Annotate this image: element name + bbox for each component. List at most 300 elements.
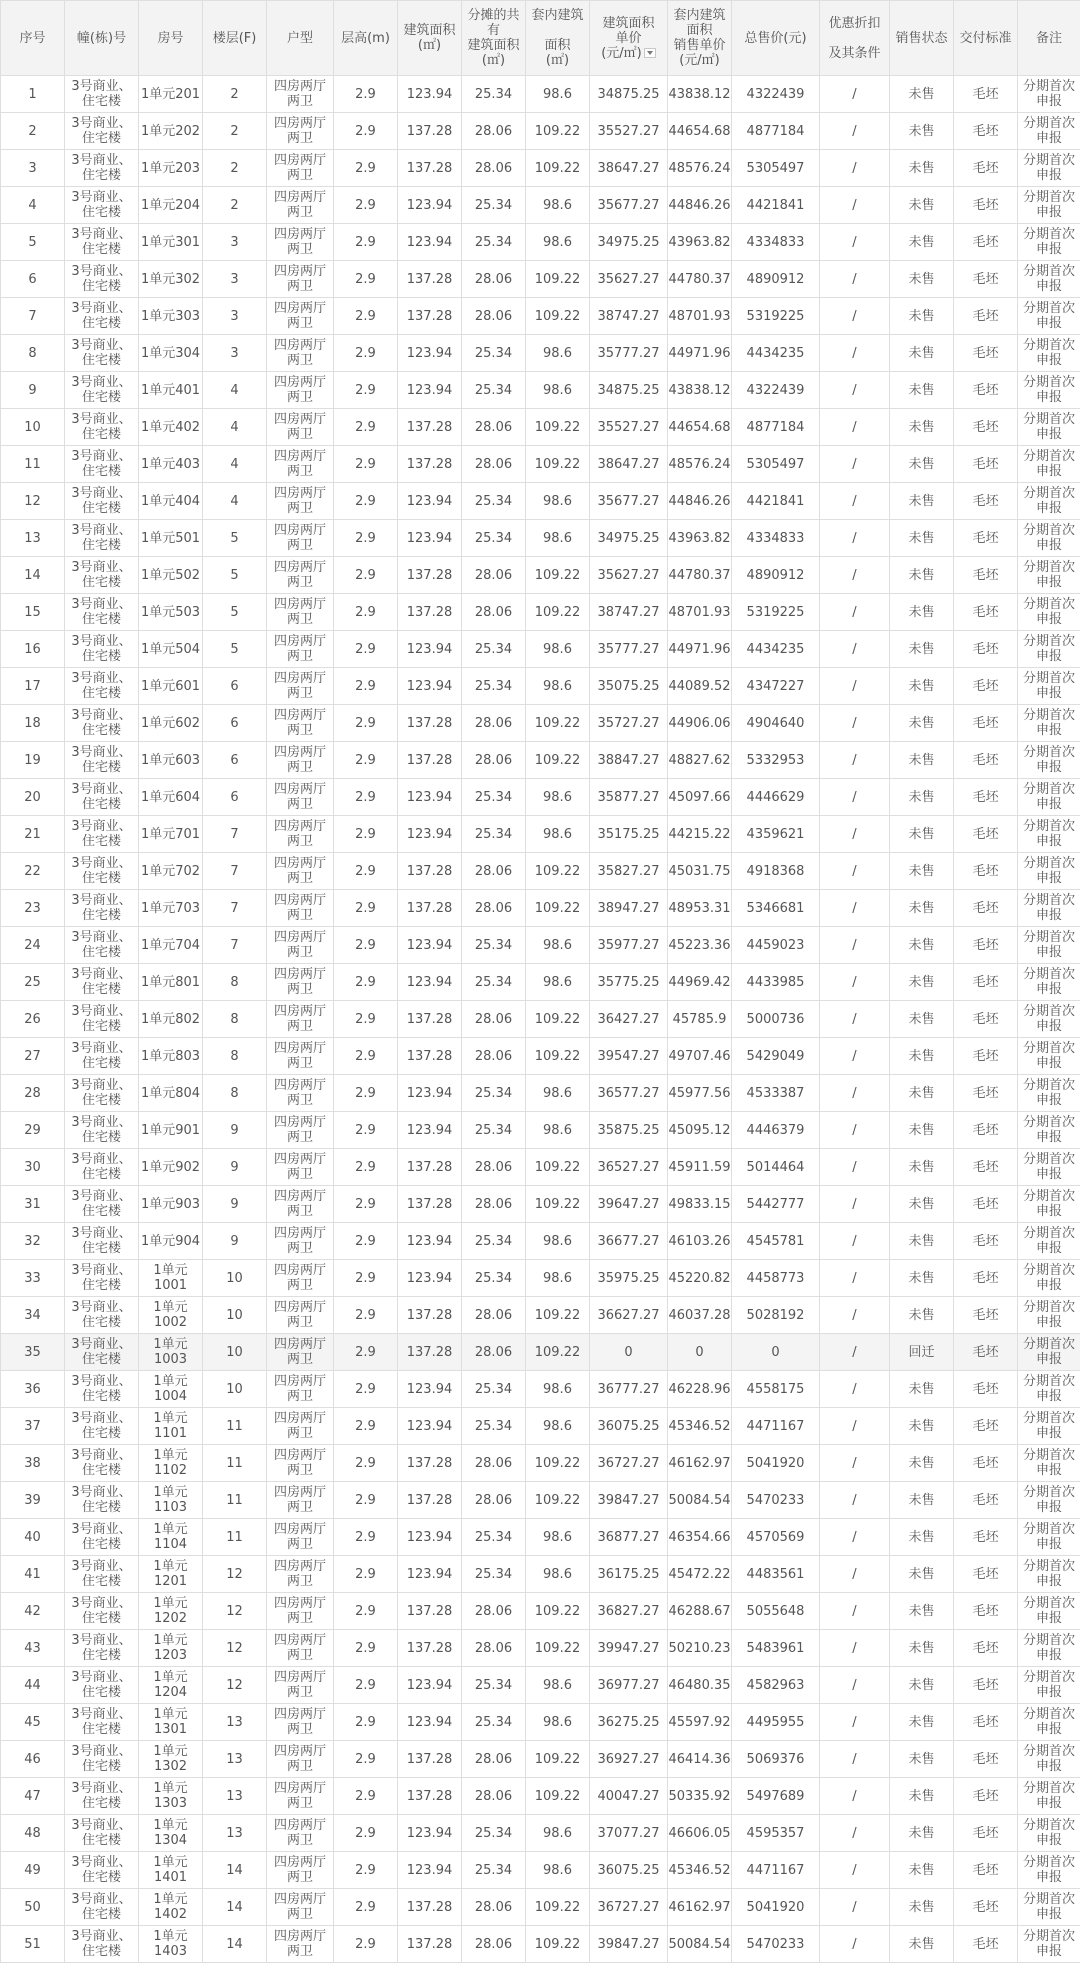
table-cell: 分期首次 申报 — [1018, 594, 1080, 631]
table-row[interactable] — [1, 1926, 1080, 1963]
table-cell: 4359621 — [732, 816, 820, 853]
table-row[interactable] — [1, 520, 1080, 557]
table-cell: 109.22 — [526, 1001, 590, 1038]
table-cell: 分期首次 申报 — [1018, 409, 1080, 446]
table-cell: 4582963 — [732, 1667, 820, 1704]
table-cell: / — [820, 76, 890, 113]
column-header[interactable] — [334, 1, 398, 76]
table-cell: / — [820, 1926, 890, 1963]
table-cell: 1单元604 — [139, 779, 203, 816]
table-cell: 3号商业、 住宅楼 — [65, 483, 139, 520]
table-cell: 2.9 — [334, 1926, 398, 1963]
table-cell: 1单元 1104 — [139, 1519, 203, 1556]
table-cell: 2.9 — [334, 1408, 398, 1445]
table-row[interactable] — [1, 261, 1080, 298]
table-cell: 未售 — [890, 520, 954, 557]
table-cell: 0 — [732, 1334, 820, 1371]
table-cell: 137.28 — [398, 409, 462, 446]
table-row[interactable] — [1, 1038, 1080, 1075]
table-row[interactable] — [1, 150, 1080, 187]
table-cell: / — [820, 187, 890, 224]
table-cell: 毛坯 — [954, 1741, 1018, 1778]
table-cell: 4471167 — [732, 1852, 820, 1889]
table-cell: 4495955 — [732, 1704, 820, 1741]
table-cell: / — [820, 113, 890, 150]
table-cell: 37 — [1, 1408, 65, 1445]
table-cell: 毛坯 — [954, 705, 1018, 742]
table-cell: 四房两厅 两卫 — [267, 1482, 334, 1519]
column-header[interactable] — [203, 1, 267, 76]
table-row[interactable] — [1, 964, 1080, 1001]
table-row[interactable] — [1, 1593, 1080, 1630]
column-header[interactable] — [398, 1, 462, 76]
table-cell: 3号商业、 住宅楼 — [65, 779, 139, 816]
table-cell: 1单元501 — [139, 520, 203, 557]
table-cell: 33 — [1, 1260, 65, 1297]
table-row[interactable] — [1, 446, 1080, 483]
table-cell: 四房两厅 两卫 — [267, 446, 334, 483]
table-cell: 2.9 — [334, 372, 398, 409]
table-cell: 3号商业、 住宅楼 — [65, 520, 139, 557]
table-cell: 未售 — [890, 409, 954, 446]
table-cell: / — [820, 964, 890, 1001]
table-cell: 毛坯 — [954, 1445, 1018, 1482]
table-cell: 137.28 — [398, 1001, 462, 1038]
table-cell: / — [820, 1038, 890, 1075]
table-row[interactable] — [1, 1519, 1080, 1556]
table-cell: 四房两厅 两卫 — [267, 1704, 334, 1741]
table-cell: 137.28 — [398, 890, 462, 927]
table-cell: 7 — [203, 853, 267, 890]
table-cell: 35527.27 — [590, 113, 668, 150]
table-cell: 3 — [203, 335, 267, 372]
table-cell: 50335.92 — [668, 1778, 732, 1815]
table-cell: 12 — [203, 1667, 267, 1704]
table-cell: 1单元 1002 — [139, 1297, 203, 1334]
table-cell: 1单元601 — [139, 668, 203, 705]
table-row[interactable] — [1, 113, 1080, 150]
column-header-label: 套内建筑 面积 (㎡) — [531, 8, 583, 68]
table-row[interactable] — [1, 1741, 1080, 1778]
table-cell: 四房两厅 两卫 — [267, 1556, 334, 1593]
table-cell: 回迁 — [890, 1334, 954, 1371]
table-row[interactable] — [1, 1001, 1080, 1038]
sort-dropdown-icon[interactable] — [644, 48, 656, 58]
table-cell: 25.34 — [462, 1112, 526, 1149]
table-cell: 4890912 — [732, 261, 820, 298]
table-cell: 1单元 1201 — [139, 1556, 203, 1593]
table-cell: 137.28 — [398, 705, 462, 742]
table-cell: 1单元804 — [139, 1075, 203, 1112]
table-row[interactable] — [1, 1852, 1080, 1889]
table-row[interactable] — [1, 224, 1080, 261]
table-cell: 5319225 — [732, 594, 820, 631]
table-row[interactable] — [1, 372, 1080, 409]
table-cell: 28.06 — [462, 409, 526, 446]
table-row[interactable] — [1, 1260, 1080, 1297]
table-cell: 45 — [1, 1704, 65, 1741]
table-cell: 13 — [203, 1815, 267, 1852]
table-cell: 未售 — [890, 742, 954, 779]
table-row[interactable] — [1, 409, 1080, 446]
table-cell: 分期首次 申报 — [1018, 964, 1080, 1001]
table-cell: 35777.27 — [590, 335, 668, 372]
table-cell: 137.28 — [398, 298, 462, 335]
table-cell: 49707.46 — [668, 1038, 732, 1075]
table-cell: 3号商业、 住宅楼 — [65, 557, 139, 594]
table-cell: 分期首次 申报 — [1018, 742, 1080, 779]
table-cell: 2.9 — [334, 1815, 398, 1852]
column-header[interactable] — [668, 1, 732, 76]
column-header-label: 总售价(元) — [744, 31, 806, 46]
table-row[interactable] — [1, 853, 1080, 890]
table-cell: 11 — [203, 1482, 267, 1519]
table-cell: 123.94 — [398, 483, 462, 520]
table-cell: 1单元 1204 — [139, 1667, 203, 1704]
table-row[interactable] — [1, 1630, 1080, 1667]
table-cell: 28.06 — [462, 853, 526, 890]
table-cell: 未售 — [890, 853, 954, 890]
table-cell: 四房两厅 两卫 — [267, 1371, 334, 1408]
column-header[interactable] — [267, 1, 334, 76]
table-cell: 36075.25 — [590, 1852, 668, 1889]
table-cell: 6 — [203, 705, 267, 742]
table-cell: 四房两厅 两卫 — [267, 298, 334, 335]
table-cell: 137.28 — [398, 1926, 462, 1963]
table-cell: / — [820, 1778, 890, 1815]
table-cell: 毛坯 — [954, 409, 1018, 446]
table-row[interactable] — [1, 1371, 1080, 1408]
table-cell: 137.28 — [398, 1149, 462, 1186]
table-cell: 毛坯 — [954, 261, 1018, 298]
table-row[interactable] — [1, 1667, 1080, 1704]
table-cell: 47 — [1, 1778, 65, 1815]
table-row[interactable] — [1, 1075, 1080, 1112]
table-cell: 5 — [203, 594, 267, 631]
table-cell: 123.94 — [398, 224, 462, 261]
table-cell: 1单元901 — [139, 1112, 203, 1149]
table-cell: 10 — [203, 1297, 267, 1334]
column-header[interactable] — [1018, 1, 1080, 76]
table-cell: / — [820, 298, 890, 335]
table-cell: 1单元701 — [139, 816, 203, 853]
table-row[interactable] — [1, 1408, 1080, 1445]
table-cell: 123.94 — [398, 668, 462, 705]
table-cell: 25.34 — [462, 1667, 526, 1704]
table-row[interactable] — [1, 779, 1080, 816]
table-cell: 1单元202 — [139, 113, 203, 150]
table-cell: 44846.26 — [668, 483, 732, 520]
table-cell: 39 — [1, 1482, 65, 1519]
table-cell: 98.6 — [526, 372, 590, 409]
table-cell: 3号商业、 住宅楼 — [65, 1075, 139, 1112]
table-row[interactable] — [1, 594, 1080, 631]
table-cell: 36727.27 — [590, 1889, 668, 1926]
table-cell: 2.9 — [334, 705, 398, 742]
table-cell: 41 — [1, 1556, 65, 1593]
table-row[interactable] — [1, 890, 1080, 927]
table-cell: 34975.25 — [590, 224, 668, 261]
table-cell: 分期首次 申报 — [1018, 335, 1080, 372]
table-cell: 28.06 — [462, 742, 526, 779]
table-cell: 分期首次 申报 — [1018, 557, 1080, 594]
table-cell: / — [820, 372, 890, 409]
table-cell: 38647.27 — [590, 446, 668, 483]
table-cell: 28.06 — [462, 113, 526, 150]
table-cell: 9 — [203, 1186, 267, 1223]
table-row[interactable] — [1, 1297, 1080, 1334]
table-cell: 123.94 — [398, 1260, 462, 1297]
table-cell: 2.9 — [334, 1482, 398, 1519]
column-header-label: 建筑面积 单价 (元/㎡) — [601, 16, 654, 61]
table-cell: 45346.52 — [668, 1852, 732, 1889]
table-row[interactable] — [1, 1889, 1080, 1926]
table-cell: 109.22 — [526, 1926, 590, 1963]
table-cell: 3号商业、 住宅楼 — [65, 1926, 139, 1963]
table-cell: 25.34 — [462, 668, 526, 705]
table-cell: 36727.27 — [590, 1445, 668, 1482]
table-row[interactable] — [1, 1445, 1080, 1482]
table-row[interactable] — [1, 927, 1080, 964]
table-row[interactable] — [1, 187, 1080, 224]
table-cell: 34875.25 — [590, 76, 668, 113]
table-cell: 4483561 — [732, 1556, 820, 1593]
table-cell: 28.06 — [462, 1741, 526, 1778]
table-cell: 5470233 — [732, 1482, 820, 1519]
table-cell: 1单元802 — [139, 1001, 203, 1038]
table-cell: 毛坯 — [954, 927, 1018, 964]
table-cell: 未售 — [890, 816, 954, 853]
table-cell: 36577.27 — [590, 1075, 668, 1112]
table-cell: 4433985 — [732, 964, 820, 1001]
table-cell: 5 — [203, 557, 267, 594]
table-cell: 分期首次 申报 — [1018, 1519, 1080, 1556]
table-cell: 13 — [203, 1778, 267, 1815]
table-cell: 3号商业、 住宅楼 — [65, 1334, 139, 1371]
table-cell: 29 — [1, 1112, 65, 1149]
table-cell: 123.94 — [398, 520, 462, 557]
column-header[interactable] — [139, 1, 203, 76]
table-cell: 50084.54 — [668, 1926, 732, 1963]
table-cell: / — [820, 446, 890, 483]
column-header-label: 套内建筑 面积 销售单价 (元/㎡) — [673, 8, 725, 68]
table-cell: 28.06 — [462, 1445, 526, 1482]
table-row[interactable] — [1, 1186, 1080, 1223]
table-cell: 1单元704 — [139, 927, 203, 964]
table-cell: 15 — [1, 594, 65, 631]
table-row[interactable] — [1, 705, 1080, 742]
table-cell: 40 — [1, 1519, 65, 1556]
table-cell: 1单元503 — [139, 594, 203, 631]
table-cell: 4434235 — [732, 335, 820, 372]
table-cell: 98.6 — [526, 1815, 590, 1852]
table-cell: 2 — [1, 113, 65, 150]
table-cell: 109.22 — [526, 446, 590, 483]
table-cell: 分期首次 申报 — [1018, 668, 1080, 705]
table-cell: 分期首次 申报 — [1018, 1778, 1080, 1815]
table-cell: 分期首次 申报 — [1018, 1297, 1080, 1334]
table-cell: 2 — [203, 113, 267, 150]
column-header-label: 备注 — [1036, 31, 1062, 46]
table-cell: 3号商业、 住宅楼 — [65, 705, 139, 742]
table-cell: 32 — [1, 1223, 65, 1260]
table-cell: 22 — [1, 853, 65, 890]
column-header[interactable] — [590, 1, 668, 76]
table-cell: 25 — [1, 964, 65, 1001]
table-row[interactable] — [1, 483, 1080, 520]
table-row[interactable] — [1, 1223, 1080, 1260]
table-row[interactable] — [1, 76, 1080, 113]
table-cell: 4434235 — [732, 631, 820, 668]
column-header[interactable] — [462, 1, 526, 76]
table-cell: 3号商业、 住宅楼 — [65, 1556, 139, 1593]
table-cell: 四房两厅 两卫 — [267, 76, 334, 113]
table-cell: / — [820, 1223, 890, 1260]
table-cell: 123.94 — [398, 1408, 462, 1445]
table-row[interactable] — [1, 1149, 1080, 1186]
column-header[interactable] — [890, 1, 954, 76]
table-row[interactable] — [1, 1334, 1080, 1371]
table-cell: 44846.26 — [668, 187, 732, 224]
table-cell: 123.94 — [398, 1112, 462, 1149]
table-cell: 2.9 — [334, 890, 398, 927]
table-cell: 四房两厅 两卫 — [267, 483, 334, 520]
table-cell: 25.34 — [462, 520, 526, 557]
table-row[interactable] — [1, 298, 1080, 335]
table-row[interactable] — [1, 1778, 1080, 1815]
table-cell: 3号商业、 住宅楼 — [65, 335, 139, 372]
table-cell: 1单元 1103 — [139, 1482, 203, 1519]
column-header[interactable] — [954, 1, 1018, 76]
table-cell: 毛坯 — [954, 224, 1018, 261]
table-cell: 28 — [1, 1075, 65, 1112]
table-cell: 未售 — [890, 557, 954, 594]
table-cell: 毛坯 — [954, 1815, 1018, 1852]
table-cell: 四房两厅 两卫 — [267, 113, 334, 150]
table-cell: 45097.66 — [668, 779, 732, 816]
table-cell: 未售 — [890, 631, 954, 668]
table-cell: 45597.92 — [668, 1704, 732, 1741]
table-cell: 2.9 — [334, 1223, 398, 1260]
table-cell: 35677.27 — [590, 483, 668, 520]
table-cell: / — [820, 1075, 890, 1112]
table-cell: 毛坯 — [954, 1630, 1018, 1667]
table-cell: 10 — [203, 1371, 267, 1408]
table-cell: 5429049 — [732, 1038, 820, 1075]
table-cell: 25.34 — [462, 927, 526, 964]
table-row[interactable] — [1, 668, 1080, 705]
table-cell: 未售 — [890, 890, 954, 927]
table-cell: / — [820, 224, 890, 261]
table-cell: 12 — [203, 1630, 267, 1667]
table-cell: 分期首次 申报 — [1018, 1667, 1080, 1704]
table-cell: 1单元 1302 — [139, 1741, 203, 1778]
table-cell: 36427.27 — [590, 1001, 668, 1038]
column-header[interactable] — [526, 1, 590, 76]
table-row[interactable] — [1, 1815, 1080, 1852]
table-cell: 3号商业、 住宅楼 — [65, 964, 139, 1001]
table-row[interactable] — [1, 631, 1080, 668]
table-cell: 毛坯 — [954, 816, 1018, 853]
table-cell: 109.22 — [526, 113, 590, 150]
table-cell: 36977.27 — [590, 1667, 668, 1704]
table-cell: 3号商业、 住宅楼 — [65, 594, 139, 631]
table-row[interactable] — [1, 816, 1080, 853]
table-row[interactable] — [1, 742, 1080, 779]
table-cell: 未售 — [890, 1852, 954, 1889]
table-cell: 109.22 — [526, 261, 590, 298]
column-header[interactable] — [820, 1, 890, 76]
table-row[interactable] — [1, 1704, 1080, 1741]
table-cell: 毛坯 — [954, 1260, 1018, 1297]
table-cell: 1单元 1401 — [139, 1852, 203, 1889]
table-cell: 2.9 — [334, 1186, 398, 1223]
table-cell: 2.9 — [334, 1519, 398, 1556]
table-cell: 四房两厅 两卫 — [267, 1038, 334, 1075]
table-cell: / — [820, 816, 890, 853]
table-row[interactable] — [1, 557, 1080, 594]
table-cell: 四房两厅 两卫 — [267, 594, 334, 631]
table-cell: 分期首次 申报 — [1018, 1223, 1080, 1260]
table-cell: 28.06 — [462, 1149, 526, 1186]
table-cell: / — [820, 1260, 890, 1297]
table-cell: 毛坯 — [954, 1593, 1018, 1630]
column-header[interactable] — [1, 1, 65, 76]
column-header[interactable] — [65, 1, 139, 76]
table-cell: 137.28 — [398, 1593, 462, 1630]
table-cell: 2.9 — [334, 1889, 398, 1926]
table-cell: 50084.54 — [668, 1482, 732, 1519]
table-cell: 137.28 — [398, 1186, 462, 1223]
table-cell: 3号商业、 住宅楼 — [65, 1297, 139, 1334]
table-cell: 四房两厅 两卫 — [267, 187, 334, 224]
table-cell: 98.6 — [526, 76, 590, 113]
table-cell: 25.34 — [462, 1704, 526, 1741]
table-cell: 分期首次 申报 — [1018, 1260, 1080, 1297]
table-cell: 分期首次 申报 — [1018, 1186, 1080, 1223]
table-cell: 13 — [1, 520, 65, 557]
table-cell: 3号商业、 住宅楼 — [65, 1001, 139, 1038]
table-cell: 四房两厅 两卫 — [267, 409, 334, 446]
table-cell: 未售 — [890, 1223, 954, 1260]
table-cell: 98.6 — [526, 187, 590, 224]
table-cell: 2.9 — [334, 964, 398, 1001]
table-cell: 未售 — [890, 1630, 954, 1667]
table-row[interactable] — [1, 1556, 1080, 1593]
table-cell: 1单元 1301 — [139, 1704, 203, 1741]
table-cell: 未售 — [890, 1038, 954, 1075]
table-cell: 44654.68 — [668, 409, 732, 446]
table-cell: 2.9 — [334, 483, 398, 520]
table-cell: 98.6 — [526, 964, 590, 1001]
table-cell: 毛坯 — [954, 853, 1018, 890]
table-row[interactable] — [1, 1112, 1080, 1149]
table-cell: 3号商业、 住宅楼 — [65, 668, 139, 705]
column-header-label: 户型 — [287, 31, 313, 46]
table-row[interactable] — [1, 335, 1080, 372]
table-cell: 四房两厅 两卫 — [267, 1334, 334, 1371]
table-cell: 28.06 — [462, 1926, 526, 1963]
table-cell: 未售 — [890, 1741, 954, 1778]
column-header[interactable] — [732, 1, 820, 76]
table-cell: 四房两厅 两卫 — [267, 1408, 334, 1445]
table-cell: 123.94 — [398, 1223, 462, 1260]
table-cell: 毛坯 — [954, 1482, 1018, 1519]
table-row[interactable] — [1, 1482, 1080, 1519]
table-cell: 28.06 — [462, 594, 526, 631]
table-cell: 毛坯 — [954, 1889, 1018, 1926]
table-cell: 未售 — [890, 1297, 954, 1334]
